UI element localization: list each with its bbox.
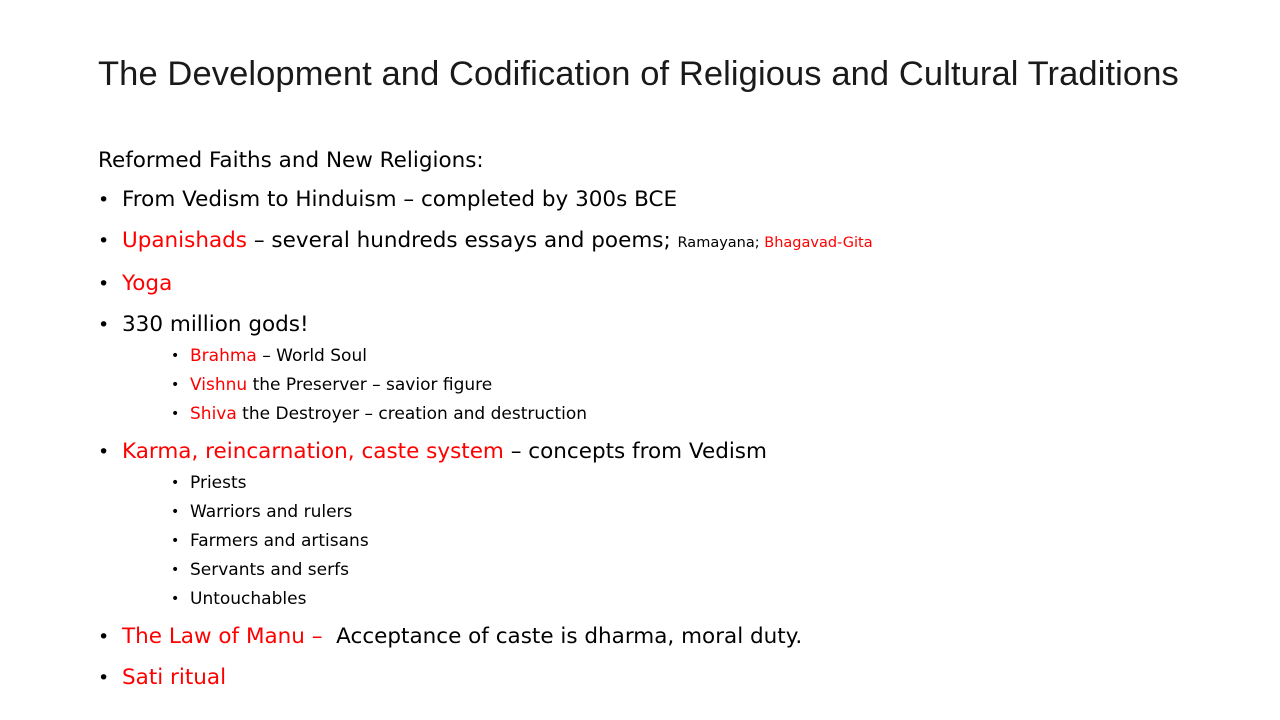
bullet-gods (98, 310, 1248, 340)
bullet-text: – concepts from Vedism (503, 439, 767, 464)
bullet-law-of-manu (98, 622, 1248, 652)
bullet-text: From Vedism to Hinduism – completed by 300s BCE (122, 187, 678, 212)
sub-bullet-highlight: Brahma (190, 346, 257, 366)
slide-content (98, 146, 1248, 704)
sub-bullet-text: Farmers and artisans (190, 531, 369, 551)
sub-bullet-text: Warriors and rulers (190, 502, 353, 522)
sub-bullet-brahma (171, 342, 1248, 371)
sub-bullet-warriors (171, 498, 1248, 527)
sub-bullet-farmers (171, 527, 1248, 556)
sub-bullet-text: the Preserver – savior figure (247, 375, 493, 395)
bullet-small-highlight: Bhagavad-Gita (764, 235, 873, 251)
sub-bullet-text: Priests (190, 473, 247, 493)
sub-bullet-text: Servants and serfs (190, 560, 349, 580)
bullet-text: – several hundreds essays and poems; (247, 228, 678, 253)
bullet-small-text: Ramayana; (677, 235, 765, 251)
sub-bullet-text: – World Soul (256, 346, 367, 366)
sub-bullet-text: the Destroyer – creation and destruction (236, 404, 588, 424)
sub-bullet-highlight: Shiva (190, 404, 237, 424)
intro-heading: Reformed Faiths and New Religions: (98, 148, 484, 173)
bullet-highlight: Yoga (122, 271, 173, 296)
bullet-upanishads (98, 226, 1248, 258)
sub-bullet-highlight: Vishnu (190, 375, 248, 395)
bullet-yoga (98, 269, 1248, 299)
bullet-highlight: The Law of Manu – (122, 624, 323, 649)
bullet-highlight: Karma, reincarnation, caste system (122, 439, 504, 464)
bullet-highlight: Upanishads (122, 228, 248, 253)
sub-bullet-shiva (171, 400, 1248, 429)
sub-bullet-vishnu (171, 371, 1248, 400)
sub-bullet-text: Untouchables (190, 589, 307, 609)
gods-sublist (98, 342, 1248, 429)
slide-title: The Development and Codification of Religious and Cultural Traditions (98, 55, 1179, 93)
bullet-highlight: Sati ritual (122, 665, 227, 690)
sub-bullet-priests (171, 469, 1248, 498)
bullet-text: 330 million gods! (122, 312, 309, 337)
caste-sublist (98, 469, 1248, 614)
bullet-sati-ritual (98, 663, 1248, 693)
bullet-vedism-to-hinduism (98, 185, 1248, 215)
bullet-text: Acceptance of caste is dharma, moral duty. (322, 624, 803, 649)
bullet-karma (98, 437, 1248, 467)
sub-bullet-servants (171, 556, 1248, 585)
sub-bullet-untouchables (171, 585, 1248, 614)
